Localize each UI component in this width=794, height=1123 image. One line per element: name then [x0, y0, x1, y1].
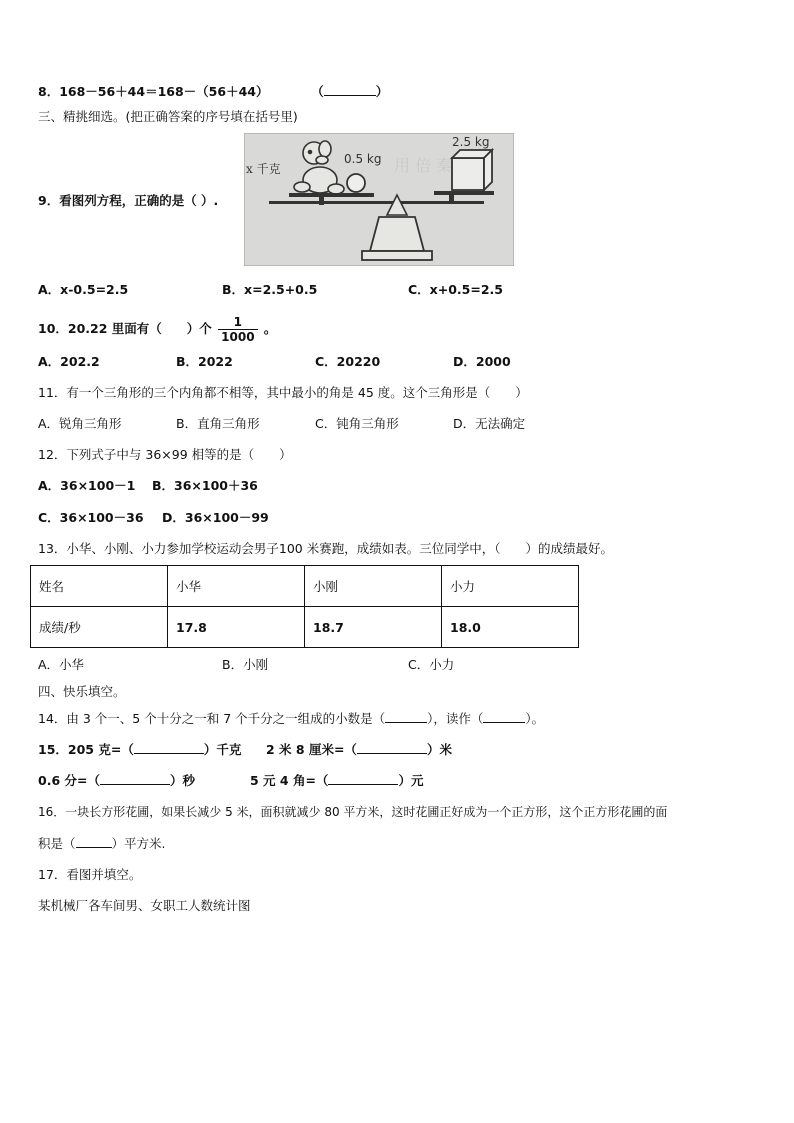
q9-option-c[interactable]: C．x+0.5=2.5 [408, 282, 503, 297]
question-12: 12．下列式子中与 36×99 相等的是（ ） [38, 447, 292, 462]
label-ball-weight: 0.5 kg [344, 152, 382, 166]
question-11: 11．有一个三角形的三个内角都不相等，其中最小的角是 45 度。这个三角形是（ ） [38, 385, 528, 400]
q10-option-b[interactable]: B．2022 [176, 354, 233, 369]
q11-option-d[interactable]: D．无法确定 [453, 416, 526, 431]
chart-caption: 某机械厂各车间男、女职工人数统计图 [38, 898, 251, 913]
answer-blank[interactable] [385, 709, 427, 723]
q11-option-c[interactable]: C．钝角三角形 [315, 416, 399, 431]
section-4-title: 四、快乐填空。 [38, 684, 126, 699]
answer-blank[interactable] [324, 82, 376, 96]
section-3-title: 三、精挑细选。(把正确答案的序号填在括号里) [38, 109, 298, 124]
q10-option-d[interactable]: D．2000 [453, 354, 511, 369]
question-17: 17．看图并填空。 [38, 867, 142, 882]
table-header-row [31, 566, 579, 607]
q12-option-a[interactable]: A．36×100－1 [38, 478, 136, 493]
question-16-line2: 积是（ ）平方米. [38, 836, 166, 851]
question-8-text: 8．168－56＋44＝168－（56＋44） [38, 84, 269, 99]
answer-blank[interactable] [134, 740, 204, 754]
fraction: $\frac{1}{1000}$ [218, 315, 257, 344]
q11-option-a[interactable]: A．锐角三角形 [38, 416, 122, 431]
question-16-line1: 16．一块长方形花圃，如果长减少 5 米，面积就减少 80 平方米，这时花圃正好成为一个正方形，这个正方形花圃的面 [38, 805, 668, 819]
question-14: 14．由 3 个一、5 个十分之一和 7 个千分之一组成的小数是（ ），读作（ ）。 [38, 711, 545, 726]
q9-option-b[interactable]: B．x=2.5+0.5 [222, 282, 318, 297]
question-13: 13．小华、小刚、小力参加学校运动会男子100 米赛跑，成绩如表。三位同学中，（ ）的成绩最好。 [38, 541, 613, 556]
answer-blank[interactable] [483, 709, 525, 723]
question-15-a: 15．205 克=（ ）千克 [38, 742, 242, 757]
label-box-weight: 2.5 kg [452, 135, 490, 149]
cube-icon [452, 150, 492, 190]
svg-text:用 倍 秦: 用 倍 秦 [394, 156, 453, 175]
table-cell: 17.8 [168, 607, 305, 648]
table-cell: 小华 [168, 566, 305, 607]
table-cell: 小力 [442, 566, 579, 607]
answer-blank[interactable] [328, 771, 398, 785]
question-8: 8．168－56＋44＝168－（56＋44） （ ） [38, 84, 389, 99]
answer-blank[interactable] [76, 834, 112, 848]
question-10: 10．20.22 里面有（ ）个 $\frac{1}{1000}$ 。 [38, 315, 277, 344]
results-table [30, 565, 579, 648]
q13-option-c[interactable]: C．小力 [408, 657, 455, 672]
q13-option-a[interactable]: A．小华 [38, 657, 85, 672]
q9-option-a[interactable]: A．x-0.5=2.5 [38, 282, 129, 297]
question-15-c: 0.6 分=（ ）秒 [38, 773, 195, 788]
table-cell: 小刚 [305, 566, 442, 607]
q11-option-b[interactable]: B．直角三角形 [176, 416, 260, 431]
question-9: 9．看图列方程，正确的是（ ）. [38, 193, 219, 208]
question-15-d: 5 元 4 角=（ ）元 [250, 773, 424, 788]
q12-option-b[interactable]: B．36×100＋36 [152, 478, 258, 493]
q10-option-a[interactable]: A．202.2 [38, 354, 100, 369]
ball-icon [347, 174, 365, 192]
table-cell: 姓名 [31, 566, 168, 607]
q12-option-c[interactable]: C．36×100－36 [38, 510, 144, 525]
answer-blank[interactable] [100, 771, 170, 785]
label-x-kg: x 千克 [246, 162, 281, 176]
q13-option-b[interactable]: B．小刚 [222, 657, 269, 672]
table-cell: 18.7 [305, 607, 442, 648]
question-15-b: 2 米 8 厘米=（ ）米 [266, 742, 452, 757]
balance-scale-photo [244, 133, 514, 266]
table-row [31, 607, 579, 648]
table-cell: 成绩/秒 [31, 607, 168, 648]
q12-option-d[interactable]: D．36×100－99 [162, 510, 269, 525]
answer-blank[interactable] [357, 740, 427, 754]
table-cell: 18.0 [442, 607, 579, 648]
q10-option-c[interactable]: C．20220 [315, 354, 381, 369]
